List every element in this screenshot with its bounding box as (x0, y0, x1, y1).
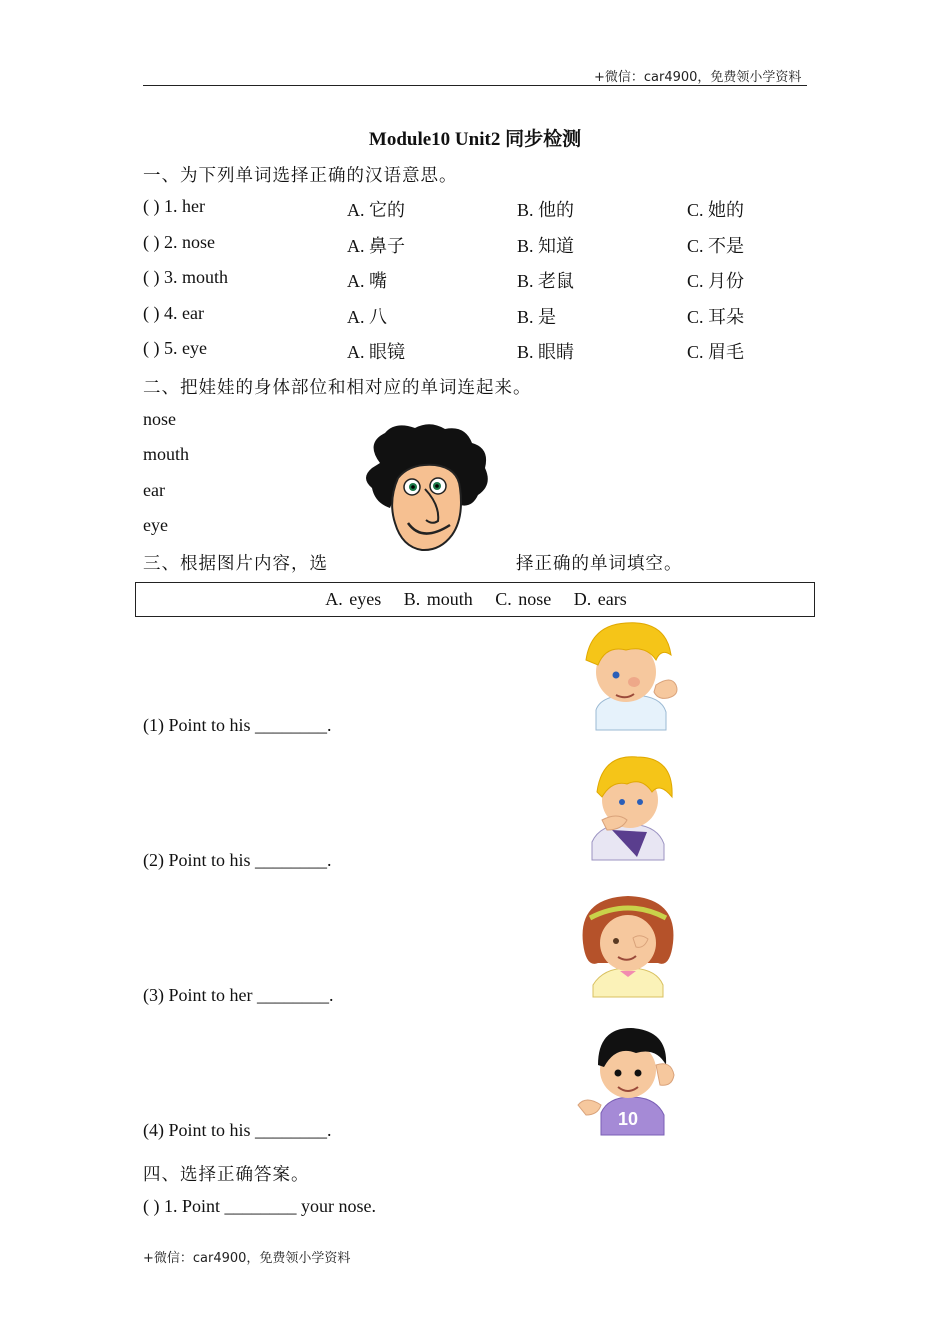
option-1c: C. 她的 (687, 200, 745, 220)
option-5b: B. 眼睛 (517, 342, 575, 362)
word-nose: nose (143, 409, 176, 429)
question-4: ( ) 4. ear (143, 303, 204, 323)
option-1b: B. 他的 (517, 200, 575, 220)
option-2c: C. 不是 (687, 236, 745, 256)
option-3c: C. 月份 (687, 271, 745, 291)
question-3: ( ) 3. mouth (143, 267, 228, 287)
word-bank-option: B. mouth (403, 589, 473, 609)
fill-item-1: (1) Point to his ________. (143, 715, 332, 735)
fill-item-2: (2) Point to his ________. (143, 850, 332, 870)
option-3a: A. 嘴 (347, 271, 387, 291)
footer-note: +微信：car4900，免费领小学资料 (143, 1251, 351, 1266)
section1-heading: 一、为下列单词选择正确的汉语意思。 (143, 166, 458, 186)
word-bank-option: C. nose (495, 589, 552, 609)
word-ear: ear (143, 480, 165, 500)
option-2a: A. 鼻子 (347, 236, 405, 256)
word-mouth: mouth (143, 444, 190, 464)
word-bank-box (135, 582, 815, 617)
girl-eye-illustration (578, 893, 678, 998)
option-4a: A. 八 (347, 307, 387, 327)
question-5: ( ) 5. eye (143, 338, 207, 358)
boy-ear-illustration (576, 1025, 680, 1137)
svg-text:10: 10 (618, 1109, 639, 1129)
section4-heading: 四、选择正确答案。 (143, 1165, 310, 1185)
word-bank-option: A. eyes (325, 589, 382, 609)
question-1: ( ) 1. her (143, 196, 205, 216)
boy-mouth-illustration (582, 752, 682, 862)
fill-item-4: (4) Point to his ________. (143, 1120, 332, 1140)
word-bank-option: D. ears (573, 589, 627, 609)
boy-nose-illustration (576, 620, 686, 730)
question-2: ( ) 2. nose (143, 232, 215, 252)
section3-heading-right: 择正确的单词填空。 (516, 554, 683, 574)
word-bank-options (136, 589, 816, 610)
cartoon-face-illustration (360, 423, 495, 553)
word-eye: eye (143, 515, 168, 535)
option-1a: A. 它的 (347, 200, 405, 220)
section4-question-1: ( ) 1. Point ________ your nose. (143, 1196, 376, 1216)
section2-heading: 二、把娃娃的身体部位和相对应的单词连起来。 (143, 378, 532, 398)
header-rule (143, 85, 807, 86)
option-4c: C. 耳朵 (687, 307, 745, 327)
option-4b: B. 是 (517, 307, 557, 327)
fill-item-3: (3) Point to her ________. (143, 985, 334, 1005)
option-2b: B. 知道 (517, 236, 575, 256)
section3-heading-left: 三、根据图片内容，选 (143, 554, 328, 574)
option-5a: A. 眼镜 (347, 342, 405, 362)
page-title: Module10 Unit2 同步检测 (368, 129, 582, 150)
option-3b: B. 老鼠 (517, 271, 575, 291)
option-5c: C. 眉毛 (687, 342, 745, 362)
header-note: +微信：car4900，免费领小学资料 (594, 70, 802, 85)
